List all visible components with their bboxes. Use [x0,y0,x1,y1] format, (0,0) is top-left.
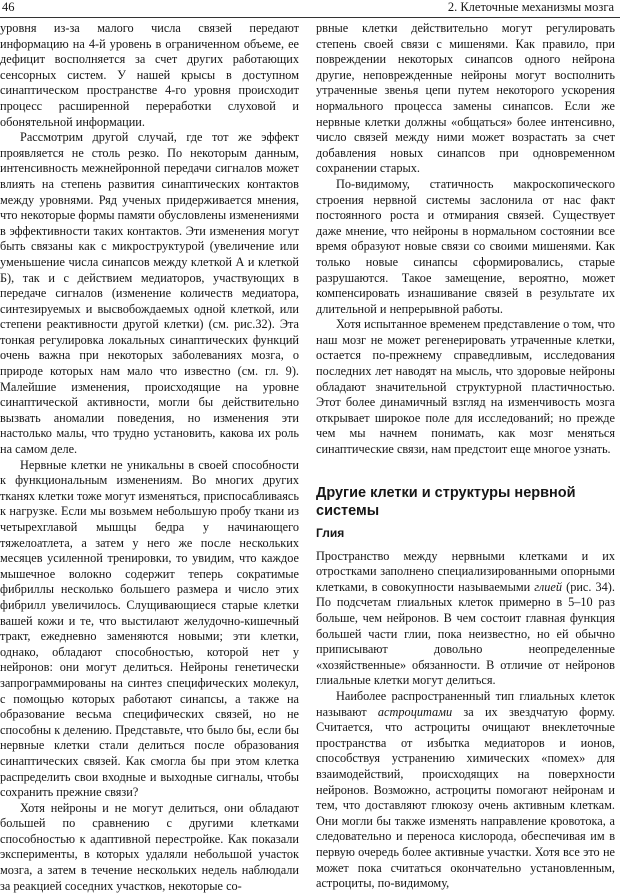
paragraph [316,549,615,689]
paragraph: По-видимому, статичность макроскопического строения нервной системы заслонила от нас факт постоянного роста и отмирания связей. Существует даже мнение, что нейроны в нормальном состоянии все время образуют новые связи со своими мишенями. Как только новые синапсы сформировались, старые разрушаются. Такое замещение, вероятно, может компенсировать изнашивание связей в результате их длительной и непрерывной работы. [316,176,615,316]
running-head: 2. Клеточные механизмы мозга [447,0,614,14]
left-column [0,21,299,894]
paragraph-text: Наиболее распространенный тип глиальных клеток называют [316,688,615,719]
paragraph [316,689,615,892]
paragraph-text: Пространство между нервными клетками и их отростками заполнено специализированными опорными клетками, в совокупности называемыми [316,548,615,594]
italic-term: глией [534,579,563,594]
paragraph: Рассмотрим другой случай, где тот же эффект проявляется не столь резко. По некоторым данным, интенсивность межнейронной передачи сигналов может влиять на степень развития синаптических контактов между уровнями. Ряд ученых придерживается мнения, что некоторые формы памяти обусловлены изменениями в эффективности таких контактов. Эти изменения могут быть связаны как с микроструктурой (увеличение или уменьшение числа синапсов между клеткой А и клеткой Б), так и с действием медиаторов, участвующих в передаче сигналов (изменение количеств медиатора, синтезируемых и высвобождаемых одной клеткой, или степени реактивности другой клетки) (см. рис.32). Эта тонкая регулировка локальных синаптических функций очень важна при некоторых заболеваниях мозга, о природе которых нам мало что известно (см. гл. 9). Малейшие изменения, происходящие на уровне синаптической активности, могли бы действительно вызвать аномалии поведения, но изменения эти настолько малы, что трудно установить, какова их роль на самом деле. [0,130,299,457]
page-number: 46 [2,0,15,14]
paragraph: Хотя испытанное временем представление о том, что наш мозг не может регенерировать утраченные клетки, остается по-прежнему справедливым, исследования последних лет наводят на мысль, что здоровые нейроны обладают значительной структурной пластичностью. Этот более динамичный взгляд на изменчивость мозга открывает широкое поле для исследований; но прежде чем мы начнем понимать, как мозг меняться синаптические связи, нам предстоит еще многое узнать. [316,317,615,457]
subsection-heading: Глия [316,525,345,540]
paragraph: рвные клетки действительно могут регулировать степень своей связи с мишенями. Как правило, при повреждении некоторых синапсов одного нейрона другие, неповрежденные нейроны могут восполнить утраченные звенья цепи путем некоторого ускорения нормального процесса замены синапсов. Если же нервные клетки должны «общаться» более интенсивно, число связей между ними может возрастать за счет добавления новых синапсов при одновременном сохранении старых. [316,21,615,176]
italic-term: астроцитами [377,704,453,719]
paragraph-text: (рис. 34). По подсчетам глиальных клеток примерно в 5–10 раз больше, чем нейронов. В чем состоит главная функция большей части глии, пока неизвестно, но ей обычно приписывают довольно неопределенные «хозяйственные» обязанности. В отличие от нейронов глиальные клетки могут делиться. [316,579,615,688]
header-rule [0,17,620,18]
right-column [316,21,615,892]
paragraph: Нервные клетки не уникальны в своей способности к функциональным изменениям. Во многих других тканях клетки тоже могут изменяться, приспосабливаясь к нагрузке. Если мы возьмем небольшую пробу ткани из четырехглавой мышцы бедра у начинающего тяжелоатлета, а затем у него же после нескольких месяцев усиленной тренировки, то увидим, что каждое мышечное волокно содержит теперь сократимые фибриллы несколько большего размера и число этих фибрилл увеличилось. Слущивающиеся старые клетки вашей кожи и те, что выстилают желудочно-кишечный тракт, ежедневно заменяются новыми; эти клетки, однако, обладают способностью, которой нет у нейронов: они могут делиться. Нейроны генетически запрограммированы на синтез специфических молекул, с помощью которых работают синапсы, а также на образование весьма специфических связей, но не способны к делению. Представьте, что было бы, если бы нервные клетки стали делиться после образования синаптических связей. Как смогла бы при этом клетка распределить свои входные и выходные сигналы, чтобы сохранить прежние связи? [0,457,299,800]
paragraph-text: за их звездчатую форму. Считается, что астроциты очищают внеклеточные пространства от избытка медиаторов и ионов, способствуя устранению химических «помех» для взаимодействий, происходящих на поверхности нейронов. Возможно, астроциты помогают нейронам и тем, что доставляют глюкозу очень активным клеткам. Они могли бы также изменять направление кровотока, а следовательно и переноса кислорода, обеспечивая им в первую очередь более активные участки. Хотя все это не может пока считаться окончательно установленным, астроциты, по-видимому, [316,704,616,891]
paragraph: уровня из-за малого числа связей передают информацию на 4-й уровень в ограниченном объеме, ее дефицит восполняется за счет других работающих сенсорных систем. У нашей крысы в доступном синаптическом пространстве 4-го уровня происходит процесс расширенной переработки слуховой и обонятельной информации. [0,21,299,129]
paragraph: Хотя нейроны и не могут делиться, они обладают большей по сравнению с другими клетками способностью к адаптивной перестройке. Как показали эксперименты, в которых удаляли небольшой участок мозга, а затем в течение нескольких недель наблюдали за реакцией соседних участков, некоторые со- [0,800,299,893]
section-heading: Другие клетки и структуры нервной системы [316,484,576,519]
